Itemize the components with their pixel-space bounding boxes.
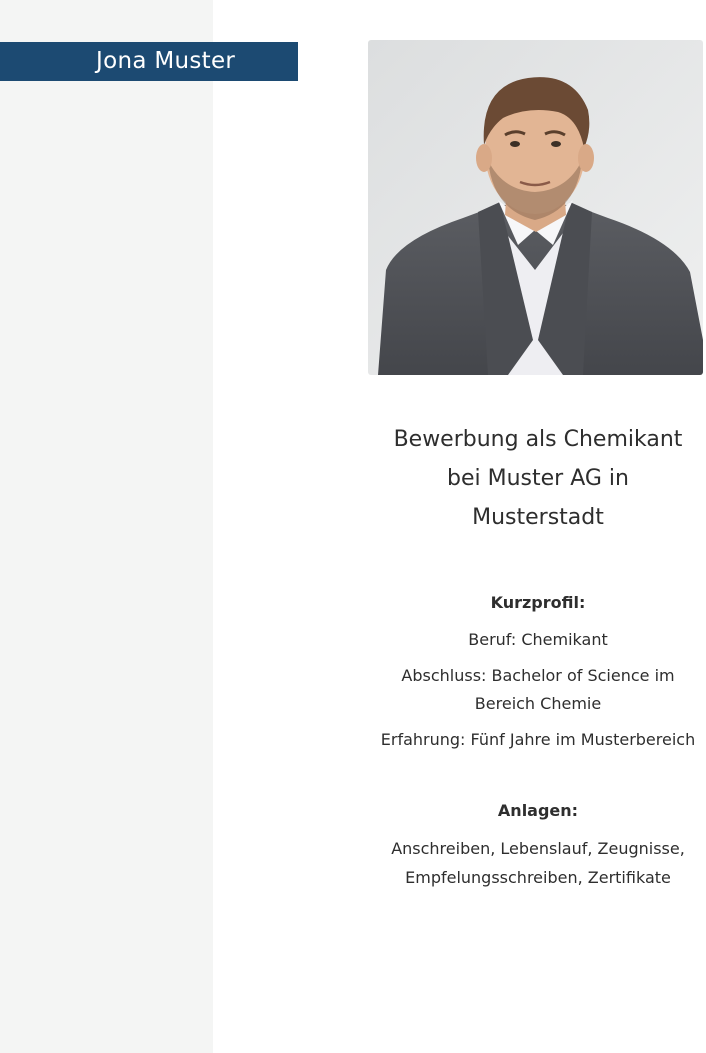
portrait-illustration — [368, 40, 703, 375]
portrait-photo — [368, 40, 703, 375]
sidebar-background — [0, 0, 213, 1053]
short-profile-heading: Kurzprofil: — [490, 593, 586, 612]
cover-content — [370, 420, 706, 892]
application-headline: Bewerbung als Chemikant bei Muster AG in Musterstadt — [393, 427, 683, 530]
degree-line: Abschluss: Bachelor of Science im Bereich Chemie — [401, 666, 675, 713]
attachments-heading: Anlagen: — [497, 801, 579, 820]
attachments-list: Anschreiben, Lebenslauf, Zeugnisse, Empfelungsschreiben, Zertifikate — [391, 839, 685, 887]
experience-line: Erfahrung: Fünf Jahre im Musterbereich — [380, 730, 696, 749]
name-banner: Jona Muster — [0, 42, 298, 81]
profession-line: Beruf: Chemikant — [468, 630, 608, 649]
